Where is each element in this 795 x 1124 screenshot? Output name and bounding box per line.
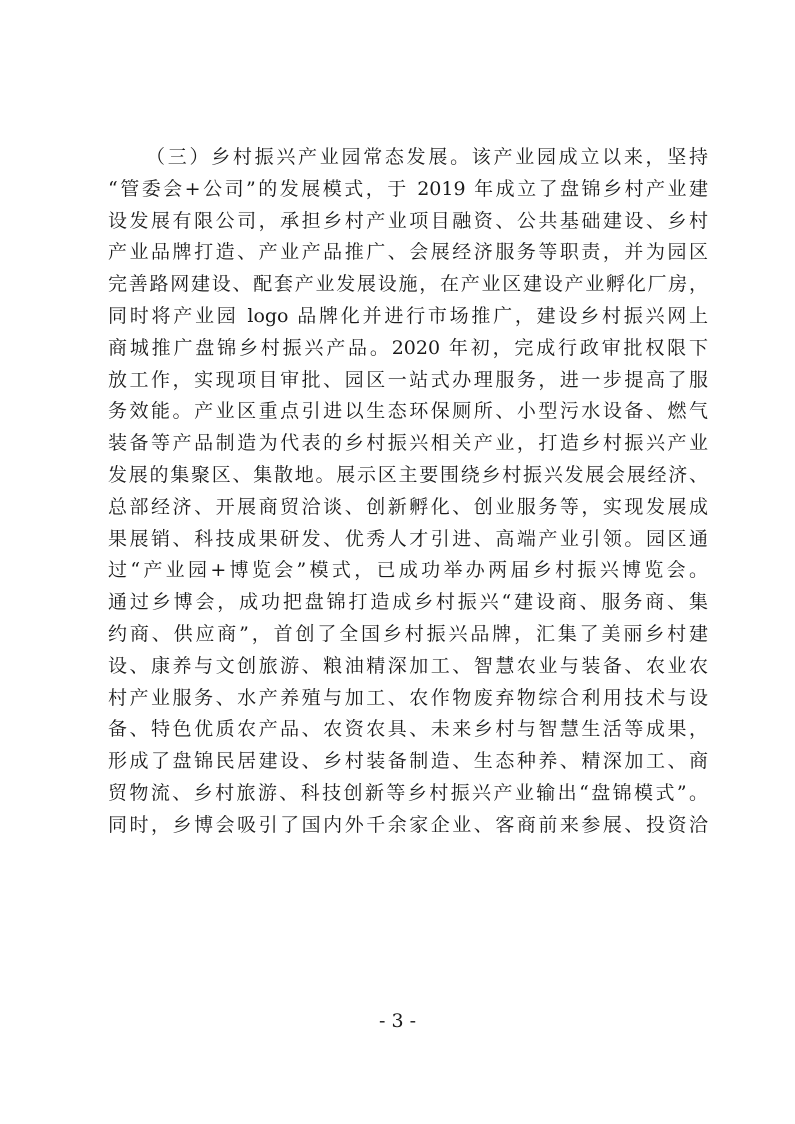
text-line: 备、特色优质农产品、农资农具、未来乡村与智慧生活等成果， <box>108 718 708 741</box>
text-line: 贸物流、乡村旅游、科技创新等乡村振兴产业输出“盘锦模式”。 <box>108 781 708 804</box>
text-line: 商城推广盘锦乡村振兴产品。2020 年初，完成行政审批权限下 <box>108 336 708 359</box>
text-line: 装备等产品制造为代表的乡村振兴相关产业，打造乡村振兴产业 <box>108 432 708 455</box>
text-line: 过“产业园+博览会”模式，已成功举办两届乡村振兴博览会。 <box>108 559 708 582</box>
text-line: 总部经济、开展商贸洽谈、创新孵化、创业服务等，实现发展成 <box>108 495 708 518</box>
text-line: 发展的集聚区、集散地。展示区主要围绕乡村振兴发展会展经济、 <box>108 463 708 486</box>
text-line: 设、康养与文创旅游、粮油精深加工、智慧农业与装备、农业农 <box>108 654 708 677</box>
text-line: 通过乡博会，成功把盘锦打造成乡村振兴“建设商、服务商、集 <box>108 591 708 614</box>
text-line: 同时将产业园 logo 品牌化并进行市场推广，建设乡村振兴网上 <box>108 304 708 327</box>
text-line: 形成了盘锦民居建设、乡村装备制造、生态种养、精深加工、商 <box>108 750 708 773</box>
text-line: 同时，乡博会吸引了国内外千余家企业、客商前来参展、投资洽 <box>108 813 708 836</box>
body-text <box>108 142 708 842</box>
text-line: 产业品牌打造、产业产品推广、会展经济服务等职责，并为园区 <box>108 241 708 264</box>
text-line: 务效能。产业区重点引进以生态环保厕所、小型污水设备、燃气 <box>108 400 708 423</box>
text-line: 设发展有限公司，承担乡村产业项目融资、公共基础建设、乡村 <box>108 209 708 232</box>
text-line: （三）乡村振兴产业园常态发展。该产业园成立以来，坚持 <box>146 146 708 168</box>
text-line: 放工作，实现项目审批、园区一站式办理服务，进一步提高了服 <box>108 368 708 391</box>
page-number: - 3 - <box>378 1010 416 1032</box>
text-line: 完善路网建设、配套产业发展设施，在产业区建设产业孵化厂房， <box>108 273 708 296</box>
text-line: 约商、供应商”，首创了全国乡村振兴品牌，汇集了美丽乡村建 <box>108 622 708 645</box>
text-line: 村产业服务、水产养殖与加工、农作物废弃物综合利用技术与设 <box>108 686 708 709</box>
text-line: 果展销、科技成果研发、优秀人才引进、高端产业引领。园区通 <box>108 527 708 550</box>
text-line: “管委会+公司”的发展模式，于 2019 年成立了盘锦乡村产业建 <box>108 177 708 200</box>
